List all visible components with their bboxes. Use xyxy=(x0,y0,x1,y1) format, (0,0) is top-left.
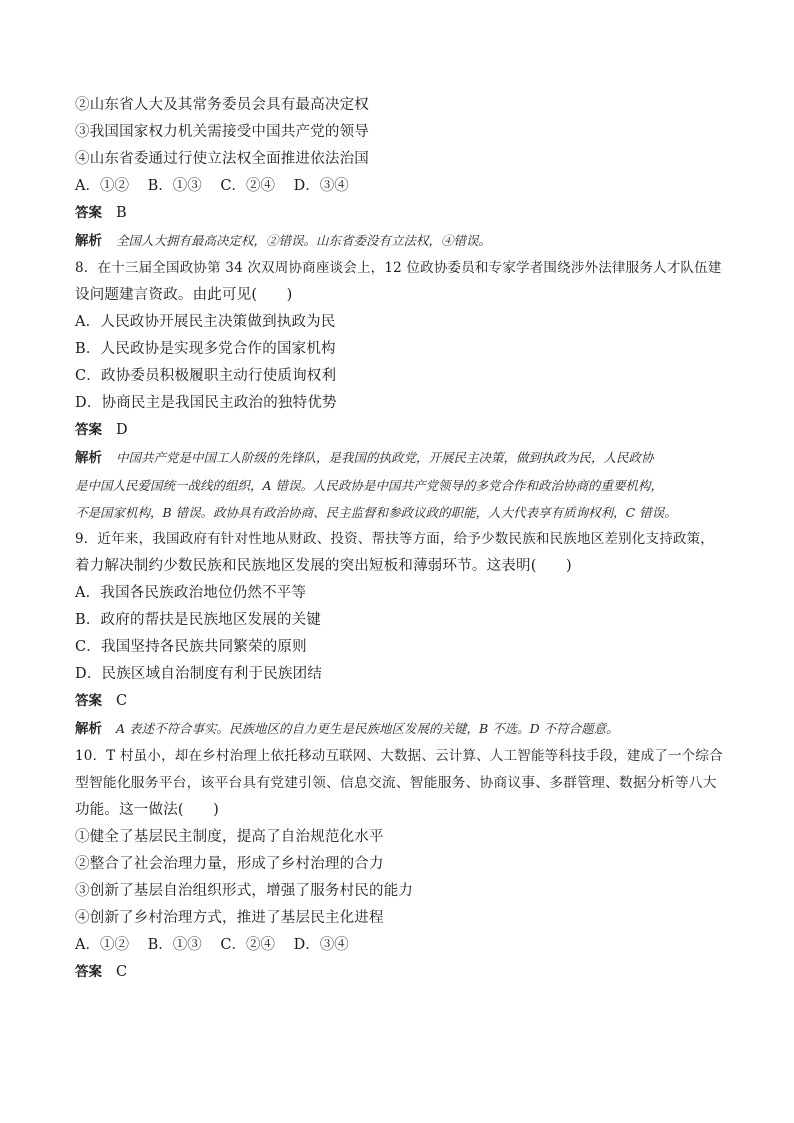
q8-stem-line-1: 8．在十三届全国政协第 34 次双周协商座谈会上，12 位政协委员和专家学者围绕涉外法律服务人才队伍建 xyxy=(75,260,722,276)
answer-label: 答案 xyxy=(75,964,102,980)
q9-option-d: D．民族区域自治制度有利于民族团结 xyxy=(75,666,323,682)
answer-value: D xyxy=(116,422,128,438)
analysis-text: 全国人大拥有最高决定权，②错误。山东省委没有立法权，④错误。 xyxy=(116,233,492,248)
analysis-label: 解析 xyxy=(75,721,102,737)
q9-answer xyxy=(75,688,725,715)
q8-analysis-line-1 xyxy=(75,444,725,472)
answer-value: C xyxy=(116,693,128,709)
q8-analysis-line-2: 是中国人民爱国统一战线的组织，A 错误。人民政协是中国共产党领导的多党合作和政治协商的重要机构， xyxy=(75,478,664,493)
q10-options xyxy=(75,932,725,959)
q8-option-c: C．政协委员积极履职主动行使质询权利 xyxy=(75,368,337,384)
q10-item-3: ③创新了基层自治组织形式，增强了服务村民的能力 xyxy=(75,883,414,899)
answer-label: 答案 xyxy=(75,693,102,709)
q9-stem-line-2: 着力解决制约少数民族和民族地区发展的突出短板和薄弱环节。这表明( ) xyxy=(75,558,572,574)
q10-option-c: C．②④ xyxy=(220,937,275,953)
q8-option-b: B．人民政协是实现多党合作的国家机构 xyxy=(75,341,336,357)
q7-options xyxy=(75,173,725,200)
q9-option-c: C．我国坚持各民族共同繁荣的原则 xyxy=(75,639,307,655)
q8-option-d: D．协商民主是我国民主政治的独特优势 xyxy=(75,395,337,411)
q7-analysis xyxy=(75,227,725,255)
q7-option-b: B．①③ xyxy=(147,178,202,194)
q8-analysis-line-3: 不是国家机构，B 错误。政协具有政治协商、民主监督和参政议政的职能，人大代表享有质询权利，C 错误。 xyxy=(75,505,677,520)
analysis-text: A 表述不符合事实。民族地区的自力更生是民族地区发展的关键，B 不选。D 不符合题意。 xyxy=(116,721,619,736)
q10-option-b: B．①③ xyxy=(147,937,202,953)
answer-value: C xyxy=(116,964,128,980)
q10-answer xyxy=(75,959,725,986)
q10-item-2: ②整合了社会治理力量，形成了乡村治理的合力 xyxy=(75,856,384,872)
q8-option-a: A．人民政协开展民主决策做到执政为民 xyxy=(75,314,336,330)
q9-analysis xyxy=(75,715,725,743)
q10-item-1: ①健全了基层民主制度，提高了自治规范化水平 xyxy=(75,829,384,845)
q10-stem-line-2: 型智能化服务平台，该平台具有党建引领、信息交流、智能服务、协商议事、多群管理、数据分析等八大 xyxy=(75,775,717,791)
answer-label: 答案 xyxy=(75,422,102,438)
q7-option-d: D．③④ xyxy=(293,178,349,194)
q10-option-d: D．③④ xyxy=(293,937,349,953)
analysis-label: 解析 xyxy=(75,450,102,466)
analysis-text: 中国共产党是中国工人阶级的先锋队，是我国的执政党，开展民主决策，做到执政为民，人民政协 xyxy=(116,450,654,465)
q9-option-a: A．我国各民族政治地位仍然不平等 xyxy=(75,585,307,601)
answer-value: B xyxy=(116,205,127,221)
q7-item-4: ④山东省委通过行使立法权全面推进依法治国 xyxy=(75,151,369,167)
answer-label: 答案 xyxy=(75,205,102,221)
q7-option-a: A．①② xyxy=(75,178,129,194)
q10-item-4: ④创新了乡村治理方式，推进了基层民主化进程 xyxy=(75,910,384,926)
q7-answer xyxy=(75,200,725,227)
q7-item-2: ②山东省人大及其常务委员会具有最高决定权 xyxy=(75,97,369,113)
q9-option-b: B．政府的帮扶是民族地区发展的关键 xyxy=(75,612,322,628)
q9-stem-line-1: 9．近年来，我国政府有针对性地从财政、投资、帮扶等方面，给予少数民族和民族地区差别化支持政策， xyxy=(75,531,714,547)
q8-answer xyxy=(75,417,725,444)
document-page xyxy=(75,92,725,986)
q7-item-3: ③我国国家权力机关需接受中国共产党的领导 xyxy=(75,124,369,140)
q10-stem-line-3: 功能。这一做法( ) xyxy=(75,802,220,818)
analysis-label: 解析 xyxy=(75,233,102,249)
q7-option-c: C．②④ xyxy=(220,178,275,194)
q10-stem-line-1: 10．T 村虽小，却在乡村治理上依托移动互联网、大数据、云计算、人工智能等科技手段，建成了一个综合 xyxy=(75,748,723,764)
q8-stem-line-2: 设问题建言资政。由此可见( ) xyxy=(75,287,293,303)
q10-option-a: A．①② xyxy=(75,937,129,953)
